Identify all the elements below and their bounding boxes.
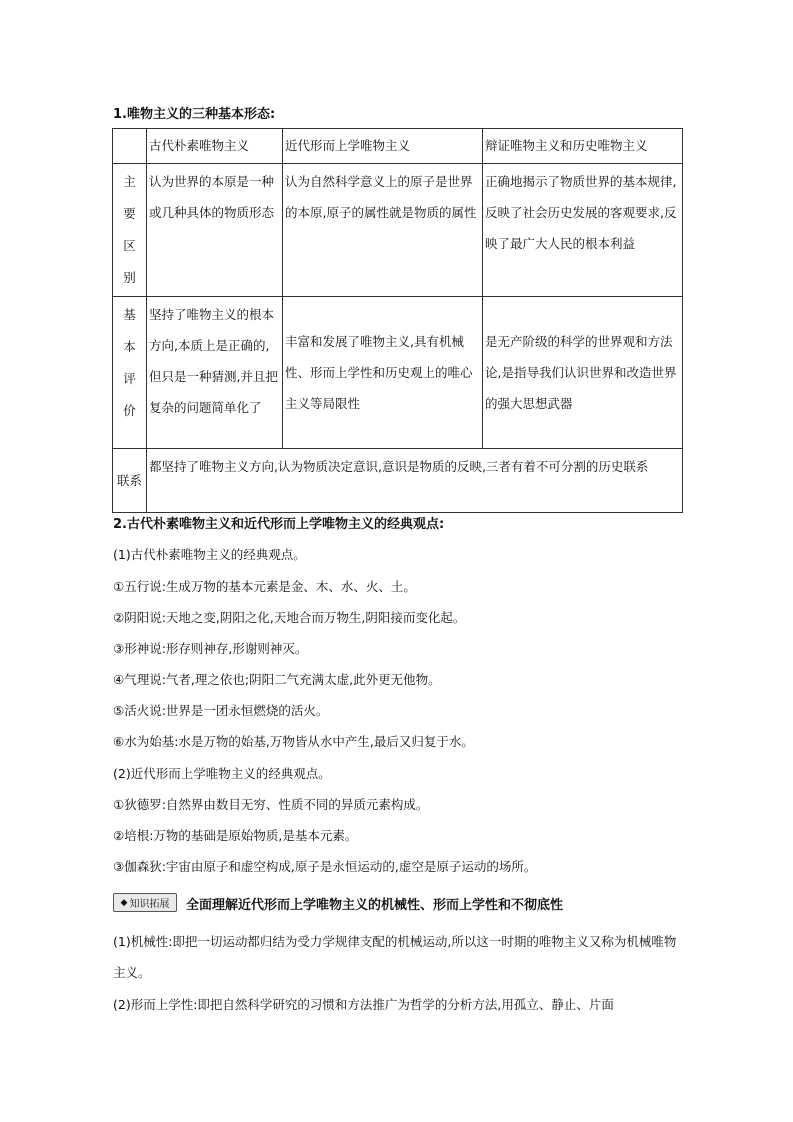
row-label-text: 主要区别 [123,174,136,285]
list-item: ⑤活火说:世界是一团永恒燃烧的活火。 [113,703,329,718]
section1-title: 1.唯物主义的三种基本形态: [113,107,276,122]
materialism-forms-table [112,128,683,513]
table-cell: 正确地揭示了物质世界的基本规律,反映了社会历史发展的客观要求,反映了最广大人民的根本利益 [483,164,683,297]
table-row [113,449,683,513]
section2-title: 2.古代朴素唯物主义和近代形而上学唯物主义的经典观点: [113,517,445,532]
table-row [113,297,683,449]
row-label-text: 基本评价 [123,307,136,418]
list-item: ②阴阳说:天地之变,阴阳之化,天地合而万物生,阴阳接而变化起。 [113,610,466,625]
row-label [113,164,147,297]
list-item: ③伽森狄:宇宙由原子和虚空构成,原子是永恒运动的,虚空是原子运动的场所。 [113,859,537,874]
list-item: ③形神说:形存则神存,形谢则神灭。 [113,641,308,656]
list-item: ①五行说:生成万物的基本元素是金、木、水、火、土。 [113,579,416,594]
table-row [113,164,683,297]
subheading: (1)古代朴素唯物主义的经典观点。 [113,547,306,562]
row-label: 联系 [113,449,147,513]
list-item: ④气理说:气者,理之依也;阴阳二气充满太虚,此外更无他物。 [113,672,441,687]
paragraph: (1)机械性:即把一切运动都归结为受力学规律支配的机械运动,所以这一时期的唯物主义又称为机械唯物主义。 [113,934,677,980]
paragraph: (2)形而上学性:即把自然科学研究的习惯和方法推广为哲学的分析方法,用孤立、静止、片面 [113,997,614,1012]
table-cell-merged: 都坚持了唯物主义方向,认为物质决定意识,意识是物质的反映,三者有着不可分割的历史联系 [147,449,683,513]
table-cell: 坚持了唯物主义的根本方向,本质上是正确的,但只是一种猜测,并且把复杂的问题简单化了 [147,297,283,449]
column-header: 辩证唯物主义和历史唯物主义 [483,129,683,164]
table-corner-cell [113,129,147,164]
table-cell: 是无产阶级的科学的世界观和方法论,是指导我们认识世界和改造世界的强大思想武器 [483,297,683,449]
column-header: 古代朴素唯物主义 [147,129,283,164]
row-label [113,297,147,449]
star-icon: ◆ [120,897,128,908]
table-cell: 认为自然科学意义上的原子是世界的本原,原子的属性就是物质的属性 [283,164,483,297]
knowledge-extension-badge [113,893,177,912]
badge-label: 知识拓展 [129,899,170,910]
subheading: (2)近代形而上学唯物主义的经典观点。 [113,766,331,781]
table-cell: 认为世界的本原是一种或几种具体的物质形态 [147,164,283,297]
table-cell: 丰富和发展了唯物主义,具有机械性、形而上学性和历史观上的唯心主义等局限性 [283,297,483,449]
table-header-row [113,129,683,164]
list-item: ⑥水为始基:水是万物的始基,万物皆从水中产生,最后又归复于水。 [113,734,474,749]
list-item: ①狄德罗:自然界由数目无穷、性质不同的异质元素构成。 [113,797,429,812]
list-item: ②培根:万物的基础是原始物质,是基本元素。 [113,828,358,843]
extension-title: 全面理解近代形而上学唯物主义的机械性、形而上学性和不彻底性 [186,898,564,913]
column-header: 近代形而上学唯物主义 [283,129,483,164]
